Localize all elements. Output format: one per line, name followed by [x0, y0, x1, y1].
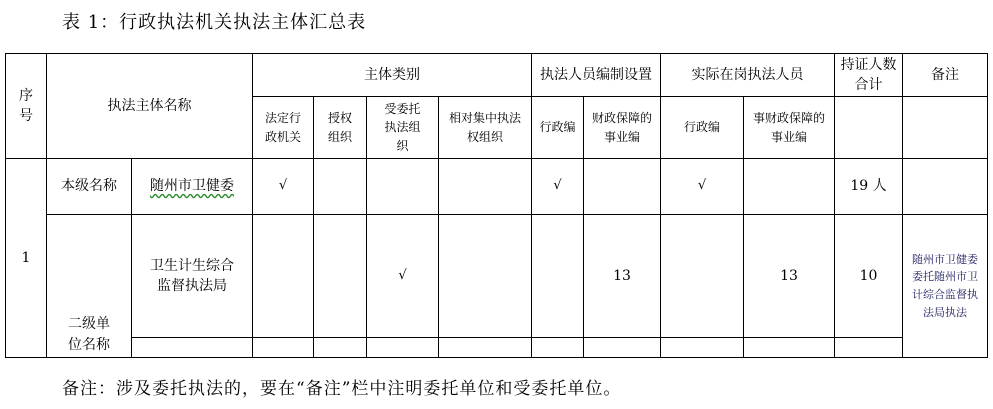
header-certified-empty — [835, 97, 903, 159]
level2-certified: 10 — [835, 215, 903, 338]
header-actual-admin: 行政编 — [661, 97, 744, 159]
header-actual: 实际在岗执法人员 — [661, 54, 835, 97]
header-authorized-org: 授权组织 — [314, 97, 367, 159]
level2-staff-admin — [532, 215, 584, 338]
level1-label: 本级名称 — [47, 159, 132, 215]
level2-concentrated — [439, 215, 532, 338]
empty-cell — [253, 338, 314, 358]
level1-certified: 19 人 — [835, 159, 903, 215]
level2-authorized — [314, 215, 367, 338]
level2-remark: 随州市卫健委委托随州市卫计综合监督执法局执法 — [903, 215, 988, 358]
seq-value: 1 — [6, 159, 47, 358]
level2-actual-funded: 13 — [744, 215, 835, 338]
empty-cell — [132, 338, 253, 358]
level2-staff-funded: 13 — [584, 215, 661, 338]
summary-table — [5, 53, 988, 358]
header-subject-type: 主体类别 — [253, 54, 532, 97]
level1-entrusted — [367, 159, 439, 215]
empty-cell — [532, 338, 584, 358]
empty-cell — [661, 338, 744, 358]
level1-actual-admin-check: √ — [661, 159, 744, 215]
level1-name-text: 随州市卫健委 — [150, 178, 234, 195]
header-remark-empty — [903, 97, 988, 159]
level1-name — [132, 159, 253, 215]
empty-cell — [744, 338, 835, 358]
level2-legal — [253, 215, 314, 338]
header-remark: 备注 — [903, 54, 988, 97]
header-name: 执法主体名称 — [47, 54, 253, 159]
level2-entrusted-check: √ — [367, 215, 439, 338]
header-concentrated-org: 相对集中执法权组织 — [439, 97, 532, 159]
level1-staff-funded — [584, 159, 661, 215]
header-certified: 持证人数合计 — [835, 54, 903, 97]
header-funded-staff: 财政保障的事业编 — [584, 97, 661, 159]
empty-cell — [314, 338, 367, 358]
level1-actual-funded — [744, 159, 835, 215]
level1-remark — [903, 159, 988, 215]
level1-staff-admin-check: √ — [532, 159, 584, 215]
header-admin-staff: 行政编 — [532, 97, 584, 159]
empty-cell — [835, 338, 903, 358]
level2-actual-admin — [661, 215, 744, 338]
level2-label: 二级单位名称 — [47, 215, 132, 358]
footnote: 备注：涉及委托执法的，要在“备注”栏中注明委托单位和受委托单位。 — [62, 379, 622, 399]
header-seq: 序号 — [6, 54, 47, 159]
level1-authorized — [314, 159, 367, 215]
header-actual-funded: 事财政保障的事业编 — [744, 97, 835, 159]
header-entrusted-org: 受委托执法组织 — [367, 97, 439, 159]
header-legal-org: 法定行政机关 — [253, 97, 314, 159]
header-staffing: 执法人员编制设置 — [532, 54, 661, 97]
empty-cell — [367, 338, 439, 358]
level1-concentrated — [439, 159, 532, 215]
table-title: 表 1：行政执法机关执法主体汇总表 — [62, 12, 367, 33]
level2-name: 卫生计生综合监督执法局 — [132, 215, 253, 338]
empty-cell — [439, 338, 532, 358]
empty-cell — [584, 338, 661, 358]
level1-legal-check: √ — [253, 159, 314, 215]
